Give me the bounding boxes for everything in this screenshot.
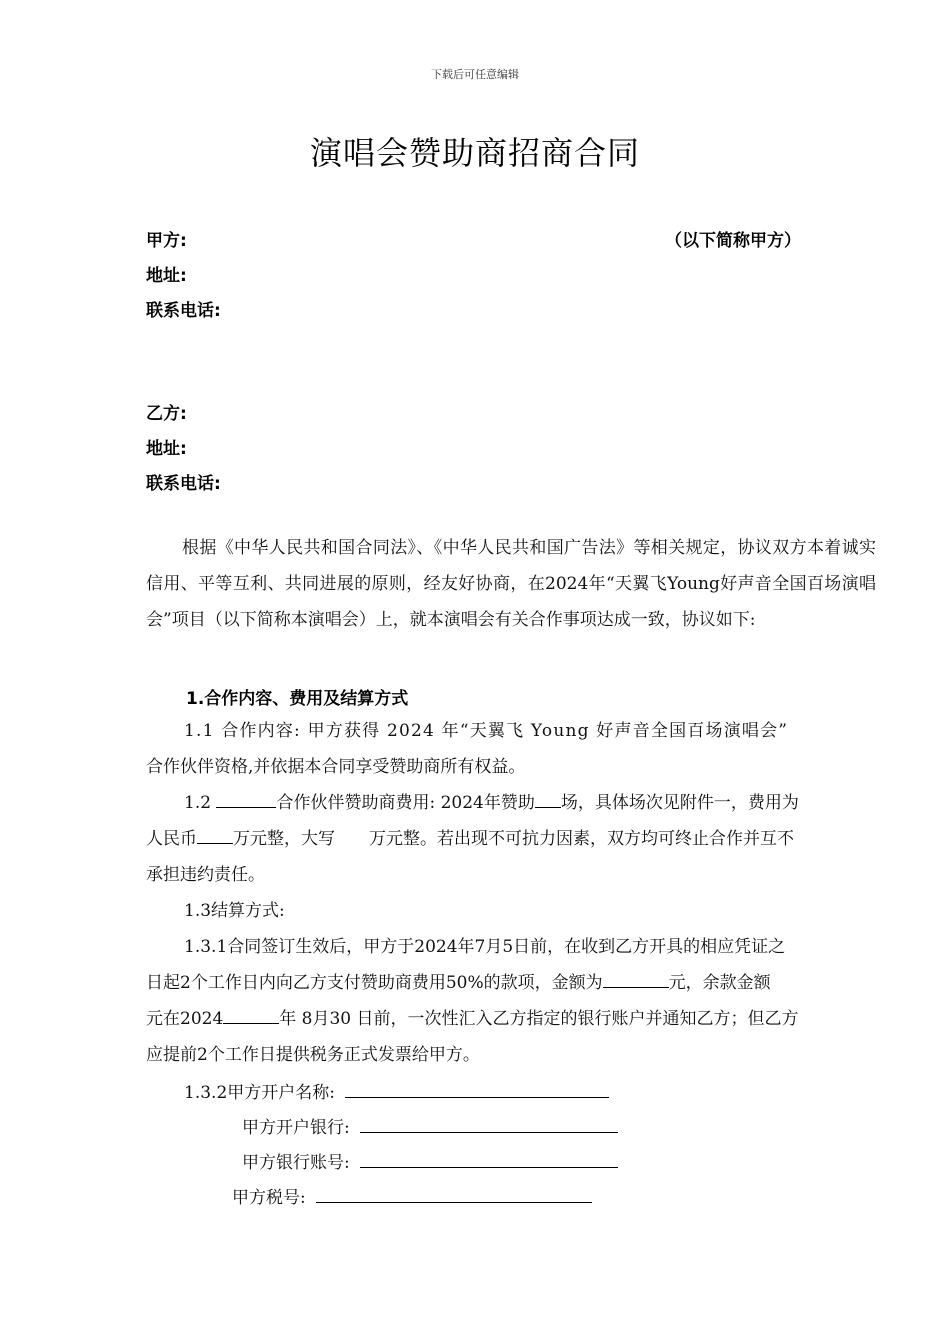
clause-1-2-line-3: 承担违约责任。 bbox=[146, 865, 265, 885]
clause-1-2-line-1 bbox=[184, 788, 799, 813]
bank-blank bbox=[360, 1118, 618, 1133]
clause-1-2-part-2: 场，具体场次见附件一，费用为 bbox=[560, 793, 799, 813]
clause-1-3-2-account-no bbox=[242, 1148, 618, 1173]
sessions-blank bbox=[535, 793, 561, 808]
document-title: 演唱会赞助商招商合同 bbox=[309, 134, 640, 172]
tax-no-blank bbox=[316, 1188, 592, 1203]
clause-1-3-1-line-2 bbox=[146, 968, 771, 993]
clause-1-3-1-line-2-a: 日起2个工作日内向乙方支付赞助商费用50%的款项，金额为 bbox=[146, 973, 603, 993]
section-1-heading: 1.合作内容、费用及结算方式 bbox=[186, 689, 409, 709]
clause-1-3-1-line-3 bbox=[146, 1004, 799, 1029]
clause-1-2-line-2-b: 万元整，大写 bbox=[233, 829, 335, 849]
clause-1-2-part-1: 合作伙伴赞助商费用: 2024年赞助 bbox=[276, 793, 535, 813]
clause-1-3-1-line-4: 应提前2个工作日提供税务正式发票给甲方。 bbox=[146, 1045, 480, 1065]
clause-1-2-line-2-c: 万元整。若出现不可抗力因素，双方均可终止合作并互不 bbox=[369, 829, 794, 849]
party-a-alias: （以下简称甲方） bbox=[665, 231, 801, 251]
party-a-phone-label: 联系电话: bbox=[146, 301, 221, 321]
header-note: 下载后可任意编辑 bbox=[431, 68, 519, 81]
sponsor-type-blank bbox=[216, 793, 276, 808]
party-b-address-label: 地址: bbox=[146, 439, 187, 459]
clause-1-2-line-2 bbox=[146, 824, 794, 849]
tax-no-label: 甲方税号: bbox=[232, 1188, 306, 1208]
party-b-phone-label: 联系电话: bbox=[146, 474, 221, 494]
clause-1-3-2-bank bbox=[242, 1113, 618, 1138]
party-a-label: 甲方: bbox=[146, 231, 187, 251]
amount-blank bbox=[197, 829, 233, 844]
party-b-label: 乙方: bbox=[146, 404, 187, 424]
clause-1-3-1-line-3-a: 元在2024 bbox=[146, 1009, 224, 1029]
first-payment-blank bbox=[603, 973, 669, 988]
account-no-blank bbox=[360, 1153, 618, 1168]
clause-1-3-1-line-3-b: 年 8月30 日前，一次性汇入乙方指定的银行账户并通知乙方；但乙方 bbox=[279, 1009, 799, 1029]
clause-1-3-1-line-1: 1.3.1合同签订生效后，甲方于2024年7月5日前，在收到乙方开具的相应凭证之 bbox=[184, 937, 786, 957]
clause-1-2-prefix: 1.2 bbox=[184, 793, 217, 813]
clause-1-3-heading: 1.3结算方式: bbox=[184, 901, 285, 921]
account-name-blank bbox=[345, 1083, 609, 1098]
clause-1-3-2-account-name bbox=[184, 1078, 609, 1103]
party-a-address-label: 地址: bbox=[146, 266, 187, 286]
account-name-label: 1.3.2甲方开户名称: bbox=[184, 1083, 335, 1103]
clause-1-2-line-2-a: 人民币 bbox=[146, 829, 197, 849]
bank-label: 甲方开户银行: bbox=[242, 1118, 350, 1138]
clause-1-3-2-tax-no bbox=[232, 1183, 592, 1208]
clause-1-1-line-2: 合作伙伴资格,并依据本合同享受赞助商所有权益。 bbox=[146, 757, 526, 777]
intro-paragraph: 根据《中华人民共和国合同法》、《中华人民共和国广告法》等相关规定，协议双方本着诚实信用、平等互利、共同进展的原则，经友好协商，在2024年“天翼飞Young好声音全国百场演唱会”项目（以下简称本演唱会）上，就本演唱会有关合作事项达成一致，协议如下: bbox=[146, 538, 876, 630]
account-no-label: 甲方银行账号: bbox=[242, 1153, 350, 1173]
clause-1-3-1-line-2-b: 元，余款金额 bbox=[668, 973, 771, 993]
clause-1-1-line-1: 1.1 合作内容: 甲方获得 2024 年“天翼飞 Young 好声音全国百场演唱会” bbox=[184, 721, 789, 741]
balance-date-blank bbox=[223, 1009, 279, 1024]
